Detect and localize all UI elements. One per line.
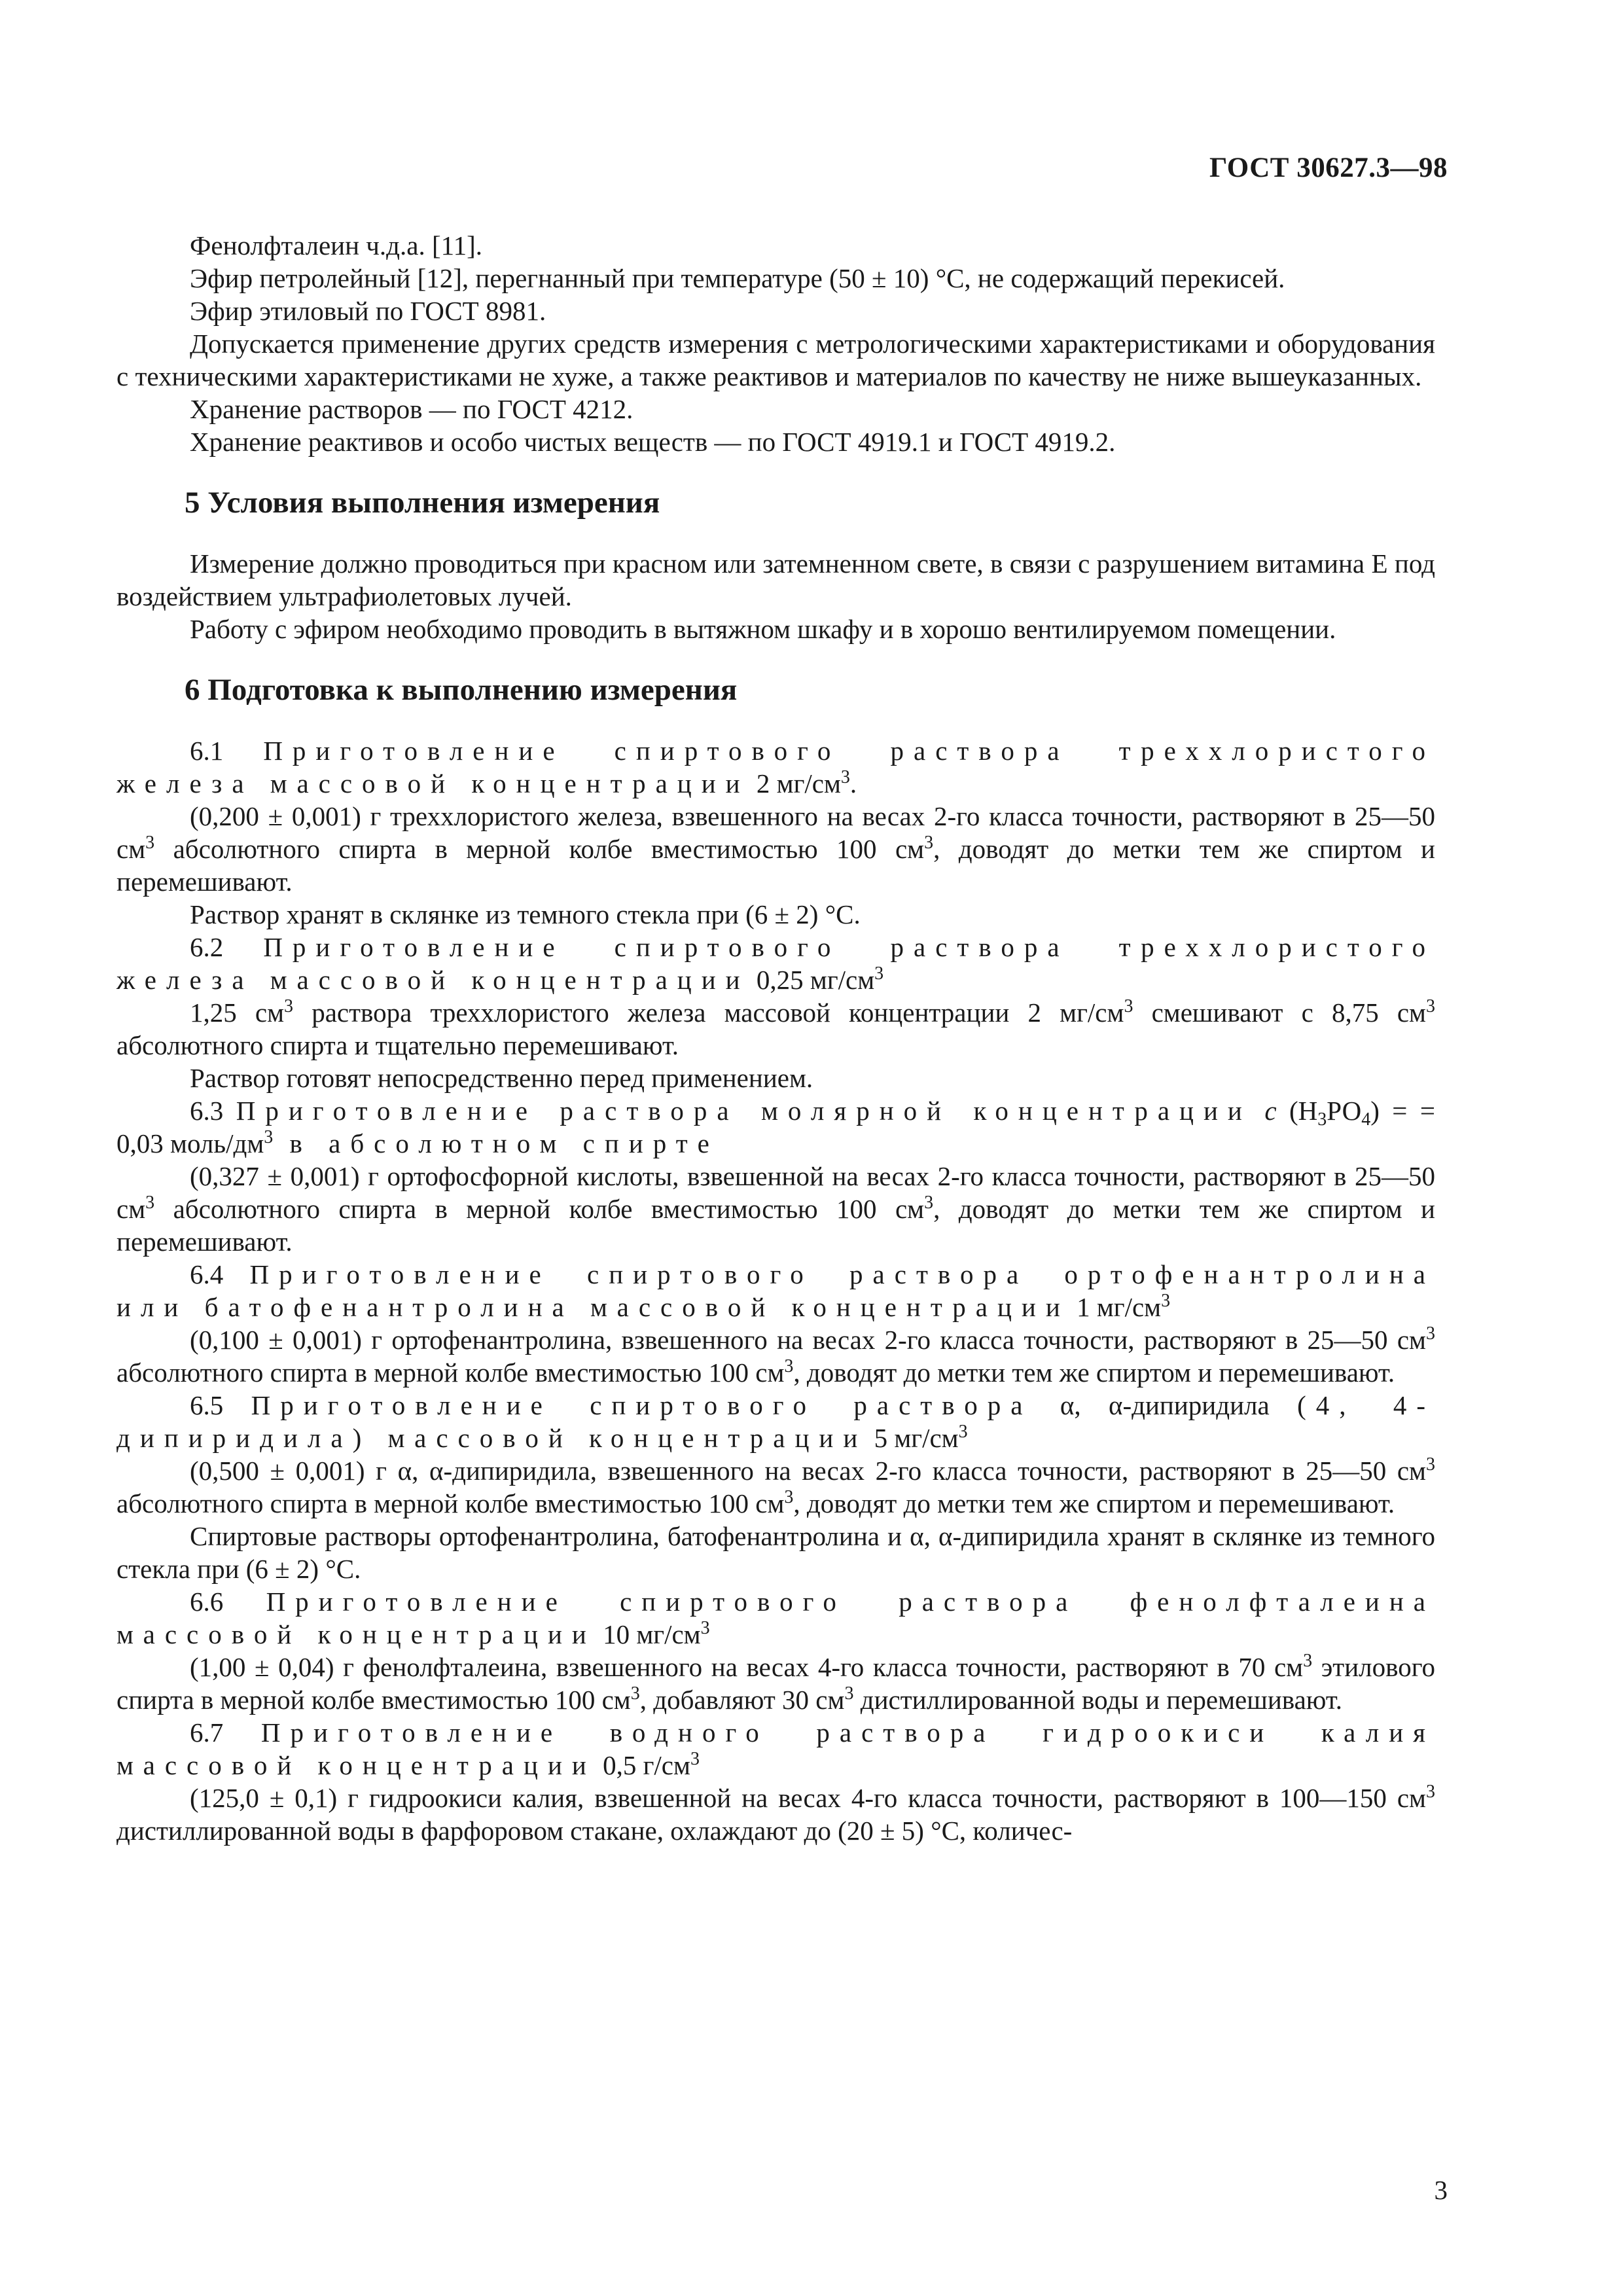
subsection-6-3-heading: 6.3 Приготовление раствора молярной концентрации с $(Н_3РО_4)$ = = 0,03 моль/$дм^3$ в абсолютном спирте [116, 1096, 1436, 1158]
subsection-6-2-note: Раствор готовят непосредственно перед применением. [190, 1063, 813, 1093]
subsection-6-7-paragraph: (125,0 ± 0,1) г гидроокиси калия, взвешенной на весах 4-го класса точности, растворяют в 100—150 $см^3$ дистиллированной воды в фарфоровом стакане, охлаждают до (20 ± 5) °С, количес- [116, 1782, 1435, 1846]
section-5-paragraph-1: Измерение должно проводиться при красном или затемненном свете, в связи с разрушением витамина Е под воздействием ультрафиолетовых лучей. [116, 548, 1435, 611]
document-code: ГОСТ 30627.3—98 [1209, 152, 1448, 183]
paragraph-petroleum-ether: Эфир петролейный [12], перегнанный при температуре (50 ± 10) °С, не содержащий перекисей. [190, 263, 1285, 293]
subsection-6-2-paragraph: 1,25 $см^3$ раствора треххлористого железа массовой концентрации 2 $мг/см^3$ смешивают с 8,75 $см^3$ абсолютного спирта и тщательно перемешивают. [116, 996, 1435, 1060]
subsection-6-3-paragraph: (0,327 ± 0,001) г ортофосфорной кислоты, взвешенной на весах 2-го класса точности, растворяют в 25—50 $см^3$ абсолютного спирта в мерной колбе вместимостью 100 $см^3$, доводят до метки тем же спиртом и перемешивают. [116, 1161, 1435, 1257]
subsection-heading-text: Приготовление спиртового раствора треххлористого железа массовой концентрации [116, 736, 1436, 798]
subsection-6-6-heading: 6.6 Приготовление спиртового раствора фенолфталеина массовой концентрации 10 $мг/см^3$ [116, 1587, 1436, 1649]
subsection-6-7-heading: 6.7 Приготовление водного раствора гидроокиси калия массовой концентрации 0,5 $г/см^3$ [116, 1717, 1435, 1780]
subsection-6-1-heading: 6.1 Приготовление спиртового раствора треххлористого железа массовой концентрации 2 $мг/см^3$. [116, 736, 1436, 798]
paragraph-ethyl-ether: Эфир этиловый по ГОСТ 8981. [190, 296, 546, 326]
paragraph-substitution-allowed: Допускается применение других средств измерения с метрологическими характеристиками и оборудования с техническими характеристиками не хуже, а также реактивов и материалов по качеству не ниже вышеуказанных. [116, 329, 1435, 391]
subsection-6-6-paragraph: (1,00 ± 0,04) г фенолфталеина, взвешенного на весах 4-го класса точности, растворяют в 70 $см^3$ этилового спирта в мерной колбе вместимостью 100 $см^3$, добавляют 30 $см^3$ дистиллированной воды и перемешивают. [116, 1651, 1435, 1715]
paragraph-phenolphthalein: Фенолфталеин ч.д.а. [11]. [190, 230, 482, 260]
section-5-paragraph-2: Работу с эфиром необходимо проводить в вытяжном шкафу и в хорошо вентилируемом помещении. [190, 614, 1336, 644]
concentration-unit: 2 мг/см [749, 768, 841, 798]
subsection-6-2-heading: 6.2 Приготовление спиртового раствора треххлористого железа массовой концентрации 0,25 $мг/см^3$ [116, 932, 1436, 995]
page-number: 3 [1434, 2175, 1448, 2205]
subsection-6-1-storage: Раствор хранят в склянке из темного стекла при (6 ± 2) °С. [190, 899, 861, 929]
subsection-6-5-paragraph: (0,500 ± 0,001) г α, α-дипиридила, взвешенного на весах 2-го класса точности, растворяют в 25—50 $см^3$ абсолютного спирта в мерной колбе вместимостью 100 $см^3$, доводят до метки тем же спиртом и перемешивают. [116, 1454, 1435, 1518]
subsection-6-5-heading: 6.5 Приготовление спиртового раствора α, α-дипиридила (4, 4-дипиридила) массовой концентрации 5 $мг/см^3$ [116, 1390, 1436, 1453]
subsection-6-1-paragraph: (0,200 ± 0,001) г треххлористого железа, взвешенного на весах 2-го класса точности, растворяют в 25—50 $см^3$ абсолютного спирта в мерной колбе вместимостью 100 $см^3$, доводят до метки тем же спиртом и перемешивают. [116, 801, 1435, 897]
section-6-title: 6 Подготовка к выполнению измерения [185, 673, 738, 707]
section-5-title: 5 Условия выполнения измерения [185, 486, 660, 520]
document-body [116, 229, 1435, 1847]
subsection-6-4-paragraph: (0,100 ± 0,001) г ортофенантролина, взвешенного на весах 2-го класса точности, растворяют в 25—50 $см^3$ абсолютного спирта в мерной колбе вместимостью 100 $см^3$, доводят до метки тем же спиртом и перемешивают. [116, 1323, 1435, 1388]
subsection-6-4-heading: 6.4 Приготовление спиртового раствора ортофенантролина или батофенантролина массовой концентрации 1 $мг/см^3$ [116, 1259, 1436, 1322]
subsection-6-5-storage: Спиртовые растворы ортофенантролина, батофенантролина и α, α-дипиридила хранят в склянке из темного стекла при (6 ± 2) °С. [116, 1521, 1435, 1584]
paragraph-reagent-storage: Хранение реактивов и особо чистых веществ — по ГОСТ 4919.1 и ГОСТ 4919.2. [190, 427, 1116, 457]
paragraph-solution-storage: Хранение растворов — по ГОСТ 4212. [190, 394, 633, 424]
subsection-number: 6.1 [190, 736, 264, 766]
